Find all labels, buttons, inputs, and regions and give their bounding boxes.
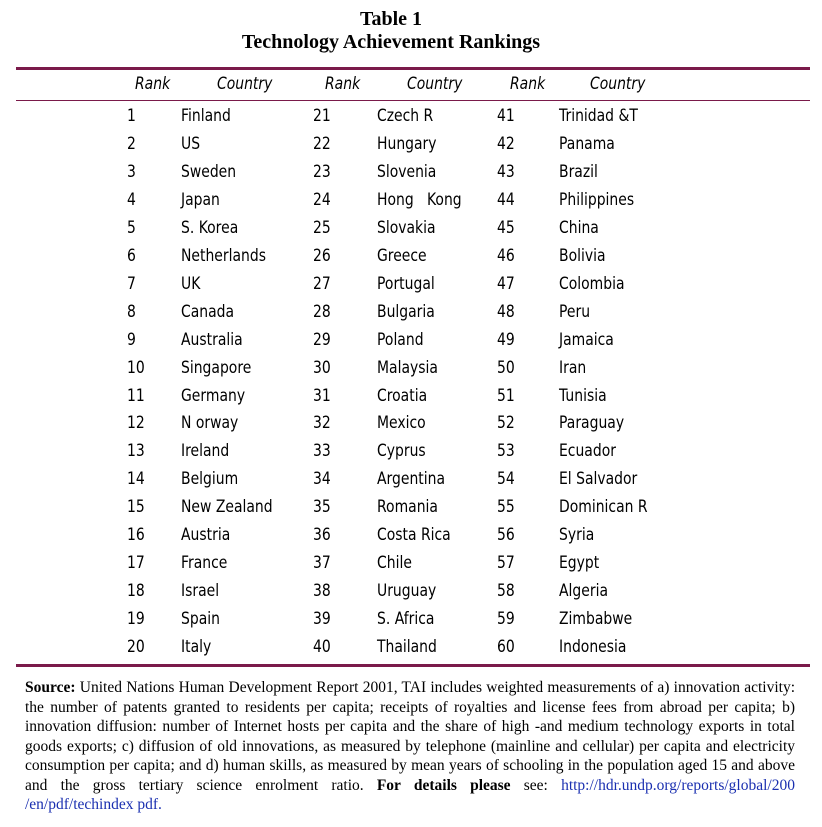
- country-cell: Brazil: [559, 162, 598, 182]
- rank-cell: 29: [313, 330, 331, 350]
- rank-header: Rank: [510, 74, 546, 94]
- country-cell: Chile: [377, 553, 412, 573]
- rank-cell: 25: [313, 218, 331, 238]
- bottom-rule: [16, 664, 810, 667]
- rank-cell: 53: [497, 441, 515, 461]
- country-cell: Portugal: [377, 274, 435, 294]
- footnote: [25, 678, 795, 815]
- rank-cell: 10: [127, 358, 145, 378]
- rank-cell: 57: [497, 553, 515, 573]
- country-cell: Slovenia: [377, 162, 437, 182]
- country-cell: Israel: [181, 581, 220, 601]
- country-cell: Canada: [181, 302, 235, 322]
- country-cell: Cyprus: [377, 441, 426, 461]
- country-cell: Croatia: [377, 386, 428, 406]
- rank-cell: 39: [313, 609, 331, 629]
- rank-cell: 14: [127, 469, 145, 489]
- country-cell: Hong Kong: [377, 190, 462, 210]
- country-cell: Greece: [377, 246, 427, 266]
- country-cell: China: [559, 218, 599, 238]
- rank-cell: 59: [497, 609, 515, 629]
- rank-cell: 23: [313, 162, 331, 182]
- table-subtitle: Technology Achievement Rankings: [241, 31, 541, 53]
- rank-cell: 17: [127, 553, 145, 573]
- header-rule: [16, 100, 810, 101]
- rank-cell: 31: [313, 386, 331, 406]
- rank-cell: 48: [497, 302, 515, 322]
- rank-cell: 60: [497, 637, 515, 657]
- rank-header: Rank: [325, 74, 361, 94]
- country-cell: Panama: [559, 134, 615, 154]
- country-cell: Colombia: [559, 274, 625, 294]
- rank-cell: 37: [313, 553, 331, 573]
- rank-cell: 21: [313, 106, 331, 126]
- country-cell: France: [181, 553, 228, 573]
- rank-cell: 56: [497, 525, 515, 545]
- details-text: see:: [510, 776, 562, 794]
- country-cell: Sweden: [181, 162, 237, 182]
- country-cell: Netherlands: [181, 246, 266, 266]
- country-cell: Ecuador: [559, 441, 616, 461]
- country-cell: Finland: [181, 106, 231, 126]
- country-cell: Argentina: [377, 469, 446, 489]
- country-cell: Singapore: [181, 358, 252, 378]
- rank-cell: 16: [127, 525, 145, 545]
- country-cell: El Salvador: [559, 469, 638, 489]
- rank-cell: 35: [313, 497, 331, 517]
- country-cell: Trinidad &T: [559, 106, 638, 126]
- rank-cell: 33: [313, 441, 331, 461]
- country-cell: Hungary: [377, 134, 437, 154]
- country-cell: Peru: [559, 302, 591, 322]
- country-cell: S. Korea: [181, 218, 239, 238]
- rank-cell: 5: [127, 218, 136, 238]
- country-cell: Tunisia: [559, 386, 607, 406]
- rank-cell: 50: [497, 358, 515, 378]
- rank-cell: 58: [497, 581, 515, 601]
- rank-cell: 28: [313, 302, 331, 322]
- country-cell: Belgium: [181, 469, 239, 489]
- country-cell: Paraguay: [559, 413, 625, 433]
- country-cell: Jamaica: [559, 330, 614, 350]
- rank-cell: 41: [497, 106, 515, 126]
- rank-cell: 19: [127, 609, 145, 629]
- country-cell: S. Africa: [377, 609, 435, 629]
- rank-cell: 55: [497, 497, 515, 517]
- rank-cell: 46: [497, 246, 515, 266]
- rank-cell: 13: [127, 441, 145, 461]
- country-cell: Indonesia: [559, 637, 627, 657]
- rank-cell: 22: [313, 134, 331, 154]
- rank-cell: 49: [497, 330, 515, 350]
- rank-cell: 6: [127, 246, 136, 266]
- rank-cell: 42: [497, 134, 515, 154]
- country-cell: Poland: [377, 330, 424, 350]
- rank-cell: 38: [313, 581, 331, 601]
- country-cell: Japan: [181, 190, 220, 210]
- country-cell: Bulgaria: [377, 302, 435, 322]
- country-cell: N orway: [181, 413, 239, 433]
- rank-cell: 12: [127, 413, 145, 433]
- country-cell: Germany: [181, 386, 246, 406]
- rank-cell: 26: [313, 246, 331, 266]
- details-label: For details please: [376, 776, 511, 794]
- top-rule: [16, 67, 810, 70]
- country-cell: Romania: [377, 497, 438, 517]
- country-header: Country: [217, 74, 273, 94]
- country-cell: Italy: [181, 637, 212, 657]
- rank-cell: 43: [497, 162, 515, 182]
- rank-cell: 20: [127, 637, 145, 657]
- source-label: Source:: [25, 679, 76, 696]
- country-cell: Thailand: [377, 637, 437, 657]
- country-cell: Malaysia: [377, 358, 438, 378]
- country-cell: Austria: [181, 525, 231, 545]
- rank-header: Rank: [135, 74, 171, 94]
- country-cell: Syria: [559, 525, 595, 545]
- country-cell: Egypt: [559, 553, 600, 573]
- source-text: United Nations Human Development Report 2001, TAI includes weighted measurements of a) innovation activity: the number of patents granted to residents per capita; receipts of royalties and license fees from abroad per capita; b) innovation diffusion: number of Internet hosts per capita and the share of high -and medium technology exports in total goods exports; c) diffusion of old innovations, as measured by telephone (mainline and cellular) per capita and electricity consumption per capita; and d) human skills, as measured by mean years of schooling in the population aged 15 and above and the gross tertiary science enrolment ratio.: [25, 679, 795, 794]
- rank-cell: 7: [127, 274, 136, 294]
- rank-cell: 3: [127, 162, 136, 182]
- country-cell: UK: [181, 274, 201, 294]
- rank-cell: 24: [313, 190, 331, 210]
- rank-cell: 51: [497, 386, 515, 406]
- rank-cell: 32: [313, 413, 331, 433]
- rank-cell: 47: [497, 274, 515, 294]
- country-cell: US: [181, 134, 201, 154]
- country-header: Country: [590, 74, 646, 94]
- techindex-link[interactable]: http://hdr.undp.org/reports/global/200 /en/pdf/techindex pdf.: [25, 776, 795, 813]
- rank-cell: 40: [313, 637, 331, 657]
- country-cell: Costa Rica: [377, 525, 451, 545]
- country-cell: Iran: [559, 358, 587, 378]
- country-cell: Uruguay: [377, 581, 437, 601]
- rank-cell: 30: [313, 358, 331, 378]
- country-cell: Ireland: [181, 441, 230, 461]
- rank-cell: 11: [127, 386, 145, 406]
- rank-cell: 44: [497, 190, 515, 210]
- rank-cell: 34: [313, 469, 331, 489]
- rank-cell: 1: [127, 106, 136, 126]
- country-cell: Zimbabwe: [559, 609, 633, 629]
- rank-cell: 8: [127, 302, 136, 322]
- country-cell: Philippines: [559, 190, 635, 210]
- rank-cell: 27: [313, 274, 331, 294]
- country-cell: Dominican R: [559, 497, 648, 517]
- country-cell: Bolivia: [559, 246, 606, 266]
- country-cell: Slovakia: [377, 218, 436, 238]
- country-cell: Czech R: [377, 106, 434, 126]
- table-title: Table 1: [359, 8, 423, 30]
- rank-cell: 2: [127, 134, 136, 154]
- country-cell: Spain: [181, 609, 220, 629]
- rank-cell: 15: [127, 497, 145, 517]
- rank-cell: 52: [497, 413, 515, 433]
- rank-cell: 4: [127, 190, 136, 210]
- rank-cell: 9: [127, 330, 136, 350]
- rank-cell: 54: [497, 469, 515, 489]
- country-header: Country: [407, 74, 463, 94]
- country-cell: New Zealand: [181, 497, 273, 517]
- country-cell: Algeria: [559, 581, 608, 601]
- country-cell: Australia: [181, 330, 243, 350]
- rank-cell: 36: [313, 525, 331, 545]
- rank-cell: 45: [497, 218, 515, 238]
- rank-cell: 18: [127, 581, 145, 601]
- country-cell: Mexico: [377, 413, 426, 433]
